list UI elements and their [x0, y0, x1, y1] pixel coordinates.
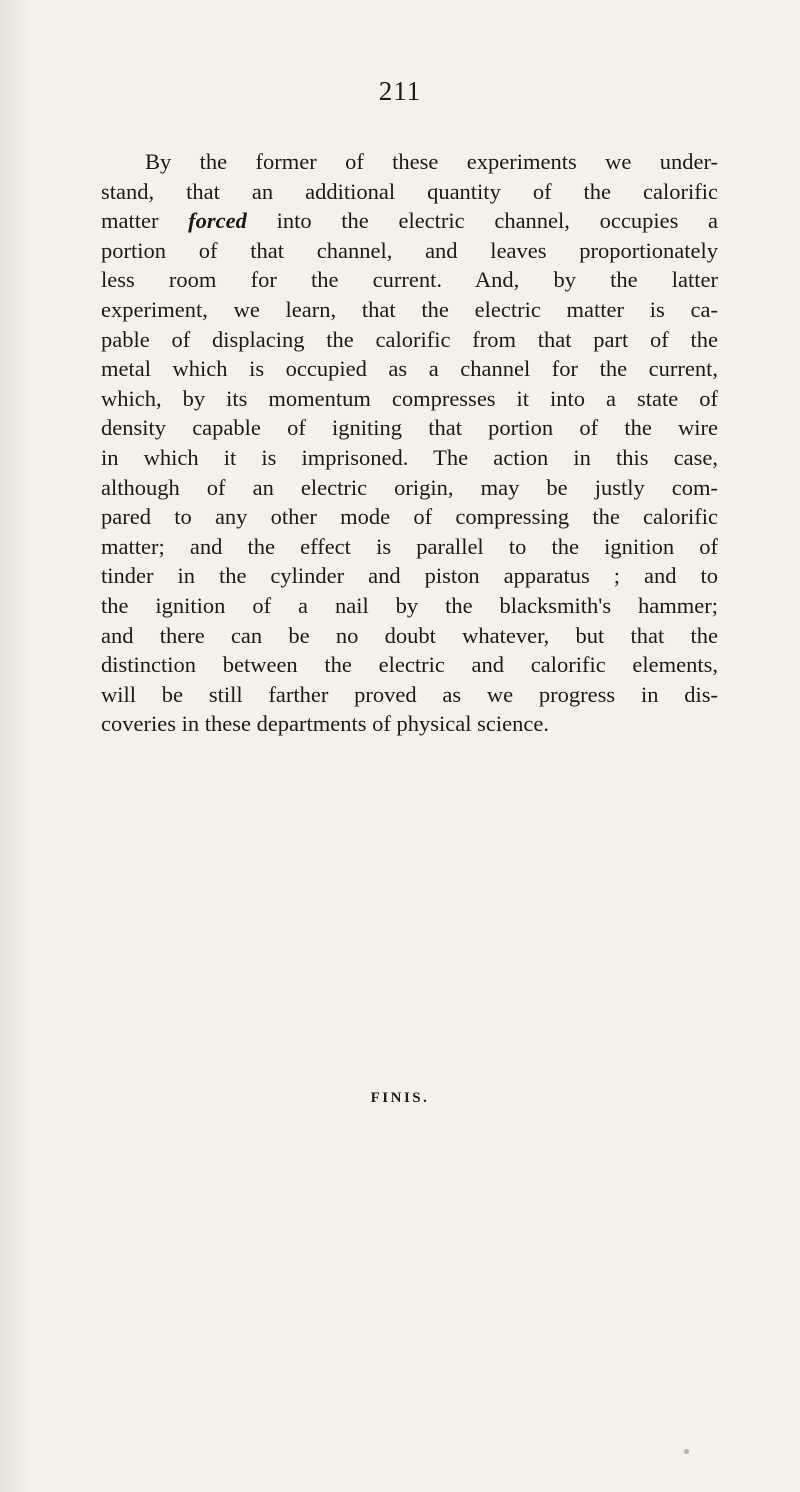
emphasized-word: forced	[188, 208, 247, 234]
text-line: coveries in these departments of physical science.	[101, 711, 549, 737]
text-line: will be still farther proved as we progress in dis-	[101, 681, 718, 707]
text-line-rest: into the electric channel, occupies a	[276, 208, 718, 234]
text-line: although of an electric origin, may be justly com-	[101, 474, 718, 500]
text-line: metal which is occupied as a channel for the current,	[101, 356, 718, 382]
text-line: distinction between the electric and calorific elements,	[101, 652, 718, 678]
text-line: matter; and the effect is parallel to the ignition of	[101, 533, 718, 559]
finis-label: FINIS.	[370, 1090, 430, 1106]
text-line: and there can be no doubt whatever, but that the	[101, 622, 718, 648]
text-line: pable of displacing the calorific from that part of the	[101, 326, 718, 352]
text-line: tinder in the cylinder and piston apparatus ; and to	[101, 563, 718, 589]
body-paragraph	[101, 147, 718, 739]
page-number: 211	[378, 76, 422, 106]
paper-speck	[684, 1449, 689, 1454]
text-line: which, by its momentum compresses it into a state of	[101, 385, 718, 411]
text-line	[101, 206, 718, 236]
text-line: stand, that an additional quantity of the calorific	[101, 178, 718, 204]
text-line-lead: matter	[101, 208, 159, 234]
text-line: less room for the current. And, by the latter	[101, 267, 718, 293]
text-line: density capable of igniting that portion of the wire	[101, 415, 718, 441]
text-line: the ignition of a nail by the blacksmith's hammer;	[101, 592, 718, 618]
text-line: By the former of these experiments we under-	[145, 149, 718, 174]
text-line: experiment, we learn, that the electric matter is ca-	[101, 296, 718, 322]
text-line: in which it is imprisoned. The action in this case,	[101, 444, 718, 470]
text-line: pared to any other mode of compressing the calorific	[101, 504, 718, 530]
text-line: portion of that channel, and leaves proportionately	[101, 237, 718, 263]
